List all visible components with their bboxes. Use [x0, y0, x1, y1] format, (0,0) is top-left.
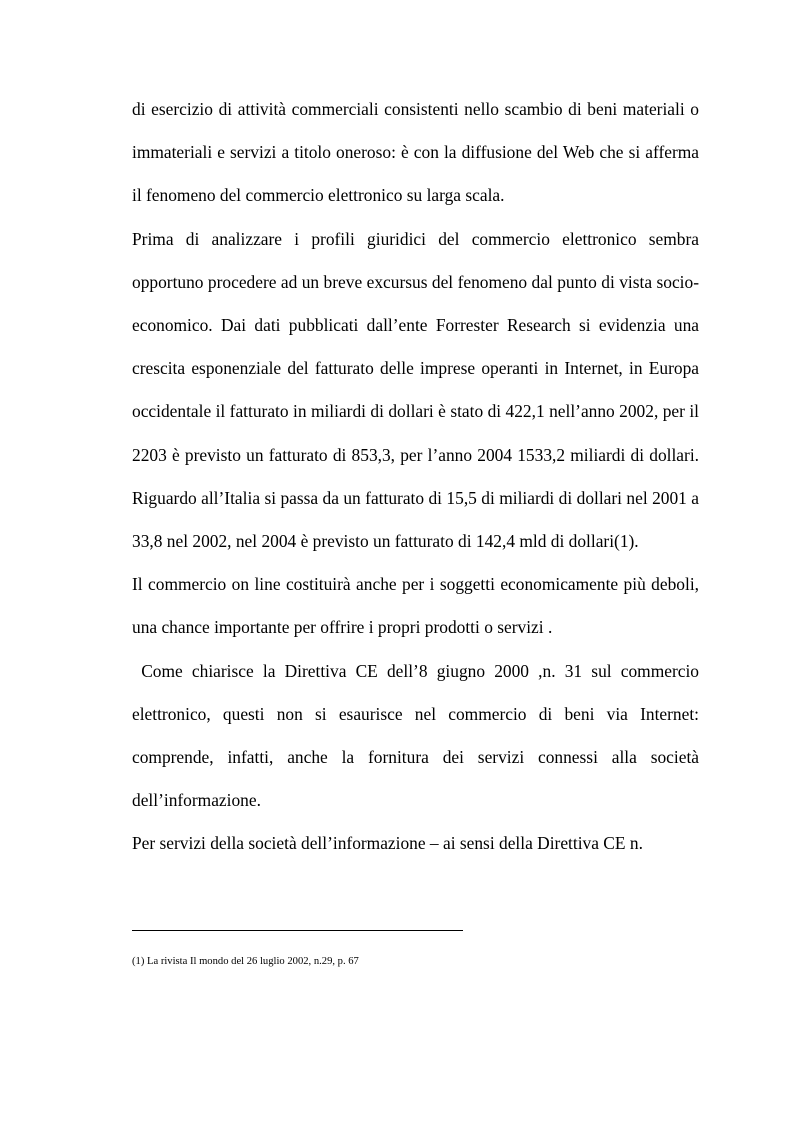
- footnote-separator: [132, 930, 463, 931]
- footnote-1: (1) La rivista Il mondo del 26 luglio 2002, n.29, p. 67: [132, 956, 359, 967]
- paragraph-ce-directive: Come chiarisce la Direttiva CE dell’8 giugno 2000 ,n. 31 sul commercio elettronico, questi non si esaurisce nel commercio di beni via Internet: comprende, infatti, anche la fornitura dei servizi connessi alla società dell’informazione.: [132, 660, 699, 811]
- paragraph-information-society-services: Per servizi della società dell’informazione – ai sensi della Direttiva CE n.: [132, 833, 643, 854]
- body-text: [132, 88, 699, 866]
- paragraph-online-commerce-chance: Il commercio on line costituirà anche per i soggetti economicamente più deboli, una chance importante per offrire i propri prodotti o servizi .: [132, 574, 699, 638]
- paragraph-socio-economic-data: Prima di analizzare i profili giuridici del commercio elettronico sembra opportuno procedere ad un breve excursus del fenomeno dal punto di vista socio- economico. Dai dati pubblicati dall’ente Forrester Research si evidenzia una crescita esponenziale del fatturato delle imprese operanti in Internet, in Europa occidentale il fatturato in miliardi di dollari è stato di 422,1 nell’anno 2002, per il 2203 è previsto un fatturato di 853,3, per l’anno 2004 1533,2 miliardi di dollari. Riguardo all’Italia si passa da un fatturato di 15,5 di miliardi di dollari nel 2001 a 33,8 nel 2002, nel 2004 è previsto un fatturato di 142,4 mld di dollari(1).: [132, 228, 699, 552]
- paragraph-ecommerce-definition: di esercizio di attività commerciali consistenti nello scambio di beni materiali o immateriali e servizi a titolo oneroso: è con la diffusione del Web che si afferma il fenomeno del commercio elettronico su larga scala.: [132, 99, 699, 206]
